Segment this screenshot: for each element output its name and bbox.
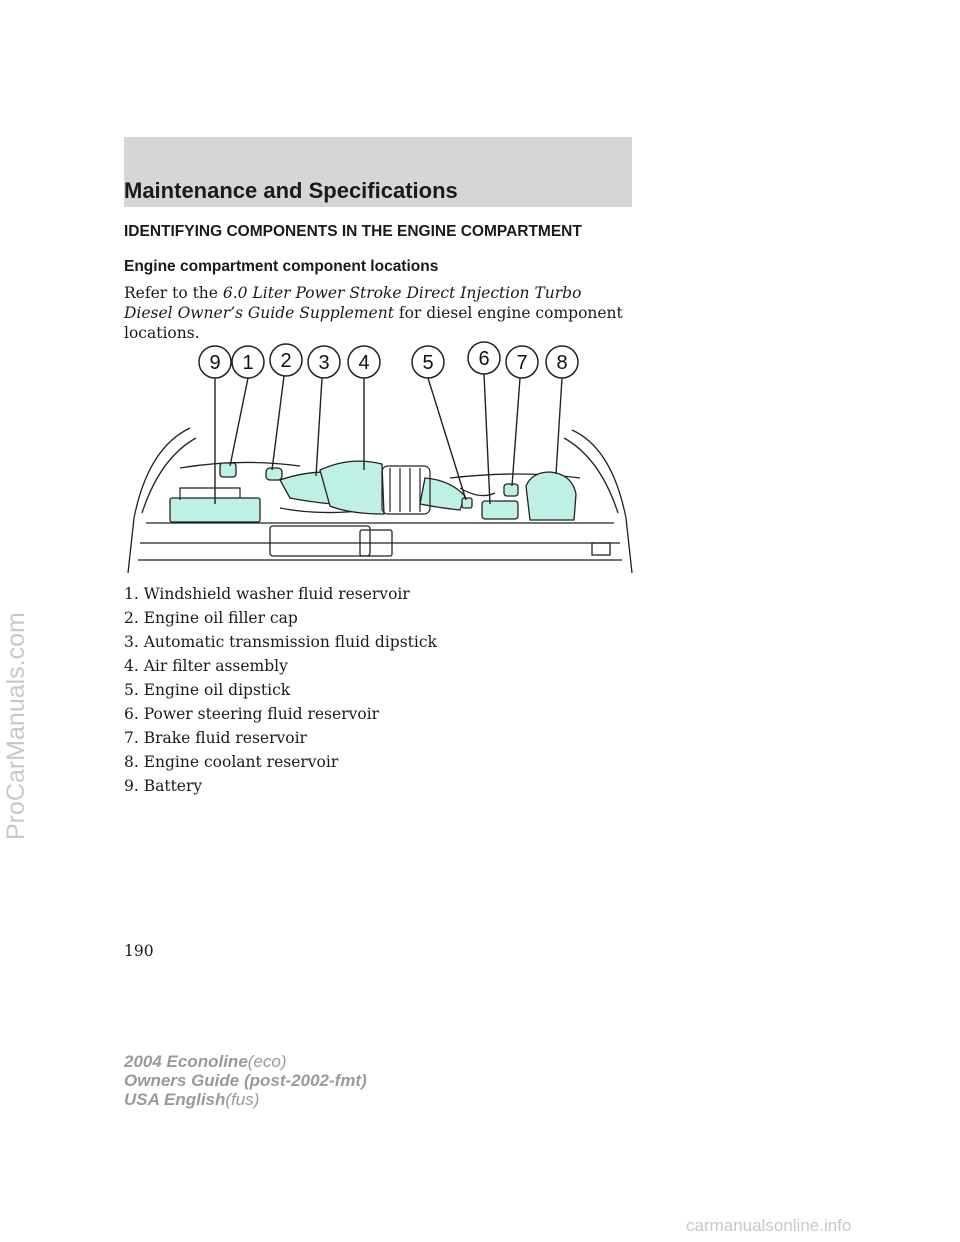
component-legend xyxy=(124,582,437,798)
legend-item: 3. Automatic transmission fluid dipstick xyxy=(124,633,437,651)
section-title: Maintenance and Specifications xyxy=(124,178,458,203)
brake-reservoir-cap xyxy=(504,484,518,496)
callout-label-1: 1 xyxy=(242,352,254,374)
engine-diagram xyxy=(120,338,640,578)
leader-1 xyxy=(230,378,248,466)
subheading: Engine compartment component locations xyxy=(124,258,439,275)
right-fender-line xyxy=(572,430,632,573)
callout-label-5: 5 xyxy=(422,352,434,374)
footer-language: USA English xyxy=(124,1090,226,1109)
leader-3 xyxy=(316,378,322,476)
legend-item: 6. Power steering fluid reservoir xyxy=(124,705,380,723)
intro-prefix: Refer to the xyxy=(124,284,223,302)
leader-2 xyxy=(272,376,284,470)
horn-box xyxy=(592,543,610,555)
page-number: 190 xyxy=(124,942,154,960)
callout-label-8: 8 xyxy=(556,352,568,374)
washer-cap xyxy=(220,463,236,477)
oil-dipstick-handle xyxy=(462,498,472,508)
callout-label-7: 7 xyxy=(516,352,528,374)
coolant-reservoir xyxy=(526,472,576,520)
intake-tube xyxy=(420,478,465,510)
leader-8 xyxy=(556,378,562,474)
legend-item: 1. Windshield washer fluid reservoir xyxy=(124,585,410,603)
cowl-line xyxy=(180,462,300,468)
legend-item: 4. Air filter assembly xyxy=(124,657,288,675)
bottom-watermark: carmanualsonline.info xyxy=(686,1216,852,1235)
footer-guide: Owners Guide (post-2002-fmt) xyxy=(124,1071,367,1090)
leader-7 xyxy=(512,378,520,486)
leader-6 xyxy=(484,374,490,504)
callout-label-3: 3 xyxy=(318,352,330,374)
legend-item: 7. Brake fluid reservoir xyxy=(124,729,307,747)
callout-label-4: 4 xyxy=(358,352,370,374)
air-filter-body xyxy=(320,461,384,514)
legend-item: 9. Battery xyxy=(124,777,203,795)
legend-item: 2. Engine oil filler cap xyxy=(124,609,298,627)
intro-suffix: for diesel engine component locations. xyxy=(124,304,623,342)
intro-paragraph xyxy=(124,283,624,343)
side-watermark: ProCarManuals.com xyxy=(2,612,30,840)
page-heading: IDENTIFYING COMPONENTS IN THE ENGINE COMPARTMENT xyxy=(124,223,582,240)
footer-model-code: (eco) xyxy=(247,1052,287,1071)
callout-label-6: 6 xyxy=(478,348,490,370)
grille-panel xyxy=(270,526,370,556)
legend-item: 8. Engine coolant reservoir xyxy=(124,753,339,771)
power-steering-reservoir xyxy=(482,501,518,519)
supplement-reference: 6.0 Liter Power Stroke Direct Injection Turbo Diesel Owner’s Guide Supplement xyxy=(124,284,582,322)
callout-label-2: 2 xyxy=(280,350,292,372)
document-footer xyxy=(124,1052,367,1109)
footer-language-code: (fus) xyxy=(225,1090,260,1109)
engine-compartment-illustration xyxy=(120,338,640,578)
legend-item: 5. Engine oil dipstick xyxy=(124,681,291,699)
footer-model: 2004 Econoline xyxy=(124,1052,248,1071)
oil-filler-cap xyxy=(266,468,282,480)
callout-label-9: 9 xyxy=(209,352,221,374)
